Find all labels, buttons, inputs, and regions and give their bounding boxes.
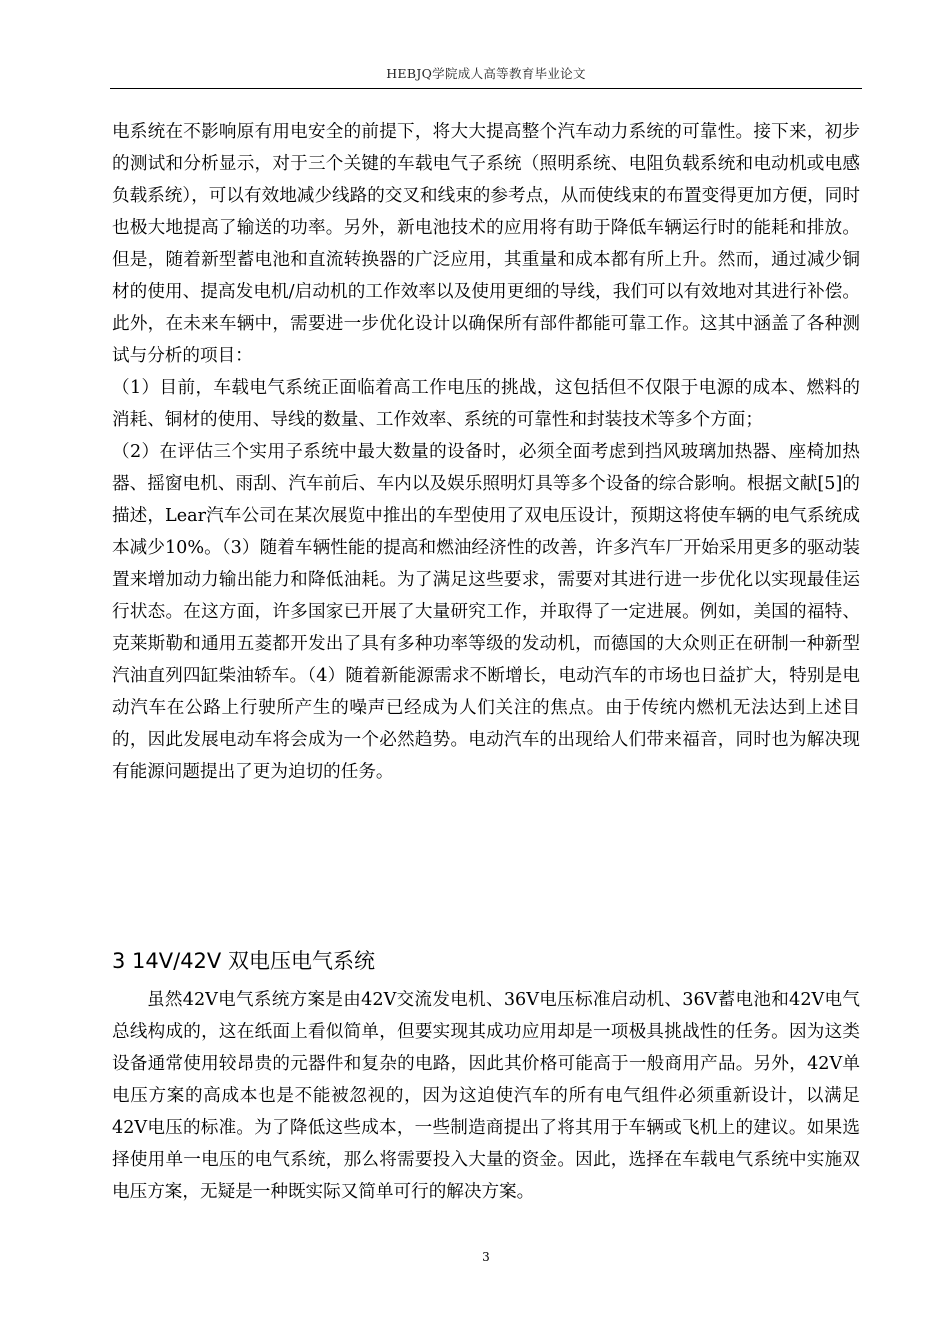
body-text <box>112 116 860 788</box>
body-paragraph: 电系统在不影响原有用电安全的前提下，将大大提高整个汽车动力系统的可靠性。接下来，初步的测试和分析显示，对于三个关键的车载电气子系统（照明系统、电阻负载系统和电动机或电感负载系统），可以有效地减少线路的交叉和线束的参考点，从而使线束的布置变得更加方便，同时也极大地提高了输送的功率。另外，新电池技术的应用将有助于降低车辆运行时的能耗和排放。但是，随着新型蓄电池和直流转换器的广泛应用，其重量和成本都有所上升。然而，通过减少铜材的使用、提高发电机/启动机的工作效率以及使用更细的导线，我们可以有效地对其进行补偿。此外，在未来车辆中，需要进一步优化设计以确保所有部件都能可靠工作。这其中涵盖了各种测试与分析的项目： <box>112 122 860 366</box>
section-heading: 3 14V/42V 双电压电气系统 <box>112 949 375 973</box>
page-number: 3 <box>482 1250 490 1264</box>
page-header: HEBJQ学院成人高等教育毕业论文 <box>386 66 586 81</box>
header-divider <box>110 88 862 89</box>
section-paragraph: 虽然42V电气系统方案是由42V交流发电机、36V电压标准启动机、36V蓄电池和42V电气总线构成的，这在纸面上看似简单，但要实现其成功应用却是一项极具挑战性的任务。因为这类设备通常使用较昂贵的元器件和复杂的电路，因此其价格可能高于一般商用产品。另外，42V单电压方案的高成本也是不能被忽视的，因为这迫使汽车的所有电气组件必须重新设计，以满足42V电压的标准。为了降低这些成本，一些制造商提出了将其用于车辆或飞机上的建议。如果选择使用单一电压的电气系统，那么将需要投入大量的资金。因此，选择在车载电气系统中实施双电压方案，无疑是一种既实际又简单可行的解决方案。 <box>112 990 860 1202</box>
body-item-1: （1）目前，车载电气系统正面临着高工作电压的挑战，这包括但不仅限于电源的成本、燃料的消耗、铜材的使用、导线的数量、工作效率、系统的可靠性和封装技术等多个方面； <box>112 378 860 430</box>
section-body <box>112 984 860 1208</box>
body-item-2: （2）在评估三个实用子系统中最大数量的设备时，必须全面考虑到挡风玻璃加热器、座椅加热器、摇窗电机、雨刮、汽车前后、车内以及娱乐照明灯具等多个设备的综合影响。根据文献[5]的描述，Lear汽车公司在某次展览中推出的车型使用了双电压设计，预期这将使车辆的电气系统成本减少10%。（3）随着车辆性能的提高和燃油经济性的改善，许多汽车厂开始采用更多的驱动装置来增加动力输出能力和降低油耗。为了满足这些要求，需要对其进行进一步优化以实现最佳运行状态。在这方面，许多国家已开展了大量研究工作，并取得了一定进展。例如，美国的福特、克莱斯勒和通用五菱都开发出了具有多种功率等级的发动机，而德国的大众则正在研制一种新型汽油直列四缸柴油轿车。（4）随着新能源需求不断增长，电动汽车的市场也日益扩大，特别是电动汽车在公路上行驶所产生的噪声已经成为人们关注的焦点。由于传统内燃机无法达到上述目的，因此发展电动车将会成为一个必然趋势。电动汽车的出现给人们带来福音，同时也为解决现有能源问题提出了更为迫切的任务。 <box>112 442 860 782</box>
